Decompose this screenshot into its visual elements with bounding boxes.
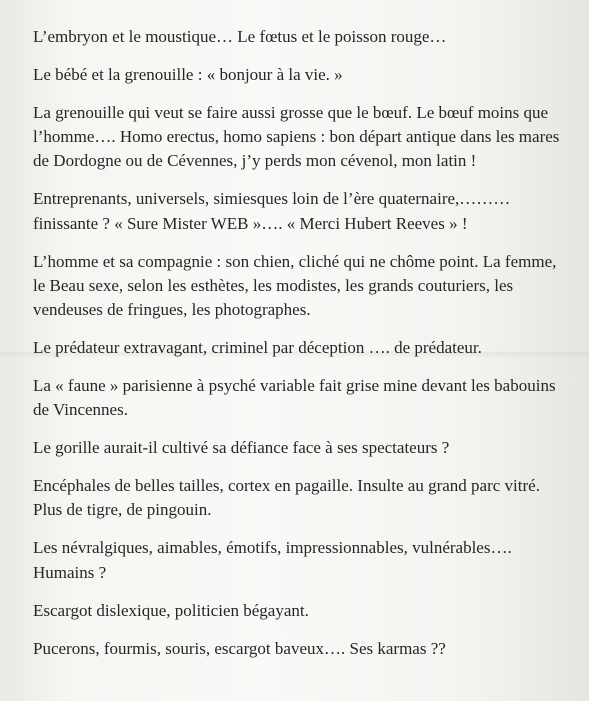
paragraph-escargot: Escargot dislexique, politicien bégayant.	[33, 600, 309, 620]
paragraph-pucerons: Pucerons, fourmis, souris, escargot baveux…. Ses karmas ??	[33, 638, 446, 658]
paragraph-frog-ox: La grenouille qui veut se faire aussi grosse que le bœuf. Le bœuf moins que l’homme…. Homo erectus, homo sapiens : bon départ antique dans les mares de Dordogne ou de Cévennes, j’y perds mon cévenol, mon latin !	[33, 103, 560, 171]
paragraph-predator: Le prédateur extravagant, criminel par déception …. de prédateur.	[33, 338, 482, 358]
paragraph-embryo: L’embryon et le moustique… Le fœtus et le poisson rouge…	[33, 27, 447, 46]
paragraph-encephales: Encéphales de belles tailles, cortex en pagaille. Insulte au grand parc vitré. Plus de tigre, de pingouin.	[33, 476, 540, 520]
paragraph-faune: La « faune » parisienne à psyché variable fait grise mine devant les babouins de Vincennes.	[33, 376, 556, 420]
paragraph-entreprenants: Entreprenants, universels, simiesques loin de l’ère quaternaire,……… finissante ? « Sure Mister WEB »…. « Merci Hubert Reeves » !	[33, 189, 511, 233]
paragraph-man-company: L’homme et sa compagnie : son chien, cliché qui ne chôme point. La femme, le Beau sexe, selon les esthètes, les modistes, les grands couturiers, les vendeuses de fringues, les photographes.	[33, 251, 557, 320]
paragraph-nevralgiques: Les névralgiques, aimables, émotifs, impressionnables, vulnérables…. Humains ?	[33, 538, 512, 582]
paragraph-baby-frog: Le bébé et la grenouille : « bonjour à la vie. »	[33, 65, 343, 84]
paragraph-gorilla: Le gorille aurait-il cultivé sa défiance face à ses spectateurs ?	[33, 438, 450, 458]
